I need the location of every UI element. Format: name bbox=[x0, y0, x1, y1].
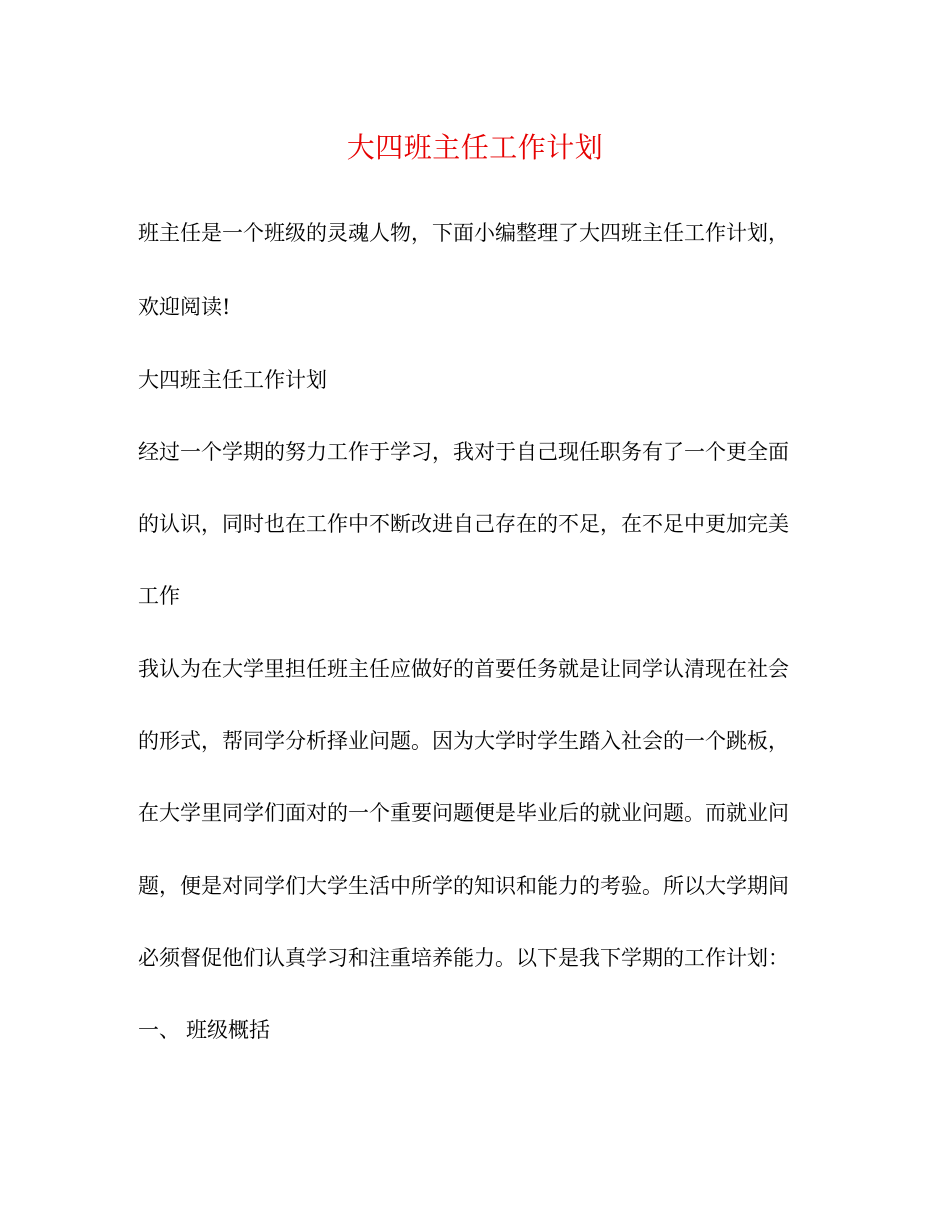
paragraph-line: 经过一个学期的努力工作于学习，我对于自己现任职务有了一个更全面 bbox=[138, 440, 789, 464]
paragraph-line: 欢迎阅读! bbox=[138, 295, 231, 319]
paragraph-line: 大四班主任工作计划 bbox=[138, 368, 327, 392]
section-heading bbox=[138, 1014, 818, 1046]
paragraph-line: 工作 bbox=[138, 584, 180, 608]
paragraph-line: 题，便是对同学们大学生活中所学的知识和能力的考验。所以大学期间 bbox=[138, 874, 789, 898]
section-number: 一、 bbox=[138, 1018, 180, 1042]
document-title: 大四班主任工作计划 bbox=[346, 131, 604, 164]
paragraph-line: 的形式，帮同学分析择业问题。因为大学时学生踏入社会的一个跳板， bbox=[138, 729, 789, 753]
paragraph-line: 的认识，同时也在工作中不断改进自己存在的不足，在不足中更加完美 bbox=[138, 512, 789, 536]
paragraph-line: 在大学里同学们面对的一个重要问题便是毕业后的就业问题。而就业问 bbox=[138, 801, 789, 825]
section-label: 班级概括 bbox=[186, 1018, 270, 1042]
paragraph-line: 班主任是一个班级的灵魂人物，下面小编整理了大四班主任工作计划， bbox=[138, 221, 789, 245]
paragraph-line: 我认为在大学里担任班主任应做好的首要任务就是让同学认清现在社会 bbox=[138, 657, 789, 681]
paragraph-line: 必须督促他们认真学习和注重培养能力。以下是我下学期的工作计划： bbox=[138, 946, 789, 970]
